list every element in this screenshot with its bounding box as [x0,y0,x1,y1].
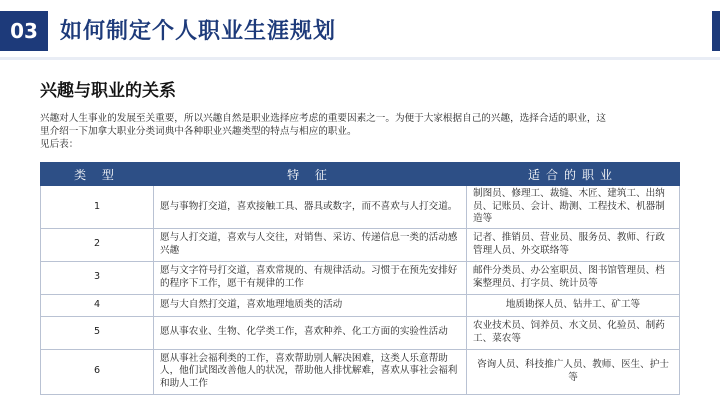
feature-cell: 愿从事农业、生物、化学类工作，喜欢种养、化工方面的实验性活动 [154,316,467,349]
table-row [41,228,680,261]
section-number-badge: 03 [0,11,48,51]
header-jobs: 适合的职业 [467,163,680,186]
type-cell: 4 [41,294,154,316]
feature-cell: 愿与大自然打交道，喜欢地理地质类的活动 [154,294,467,316]
header-type: 类 型 [41,163,154,186]
header-divider [0,57,720,60]
table-row [41,316,680,349]
feature-cell: 愿与文字符号打交道，喜欢常规的、有规律活动。习惯于在预先安排好的程序下工作，愿干有规律的工作 [154,261,467,294]
intro-line-1: 兴趣对人生事业的发展至关重要，所以兴趣自然是职业选择应考虑的重要因素之一。为便于大家根据自己的兴趣，选择合适的职业，这 [40,113,607,124]
interest-career-table [40,162,680,395]
jobs-cell: 记者、推销员、营业员、服务员、教师、行政管理人员、外交联络等 [467,228,680,261]
header-feature: 特 征 [154,163,467,186]
section-title: 兴趣与职业的关系 [40,81,176,101]
slide-title: 如何制定个人职业生涯规划 [60,19,337,44]
jobs-cell: 农业技术员、饲养员、水文员、化验员、制药工、菜农等 [467,316,680,349]
feature-cell: 愿与事物打交道，喜欢接触工具、器具或数字，而不喜欢与人打交道。 [154,186,467,229]
jobs-cell: 咨询人员、科技推广人员、教师、医生、护士等 [467,349,680,394]
jobs-cell: 制图员、修理工、裁缝、木匠、建筑工、出纳员、记账员、会计、勘测、工程技术、机器制造等 [467,186,680,229]
type-cell: 3 [41,261,154,294]
type-cell: 2 [41,228,154,261]
intro-paragraph [40,112,680,151]
type-cell: 1 [41,186,154,229]
type-cell: 6 [41,349,154,394]
table-row [41,349,680,394]
type-cell: 5 [41,316,154,349]
slide-header [0,0,720,60]
header-accent-tab [712,11,720,51]
intro-line-3: 见后表： [40,139,79,150]
feature-cell: 愿与人打交道，喜欢与人交往，对销售、采访、传递信息一类的活动感兴趣 [154,228,467,261]
feature-cell: 愿从事社会福利类的工作，喜欢帮助别人解决困难，这类人乐意帮助人，他们试图改善他人的状况，帮助他人排忧解难，喜欢从事社会福利和助人工作 [154,349,467,394]
table-row [41,261,680,294]
table-row [41,186,680,229]
intro-line-2: 里介绍一下加拿大职业分类词典中各种职业兴趣类型的特点与相应的职业。 [40,126,357,137]
table-row [41,294,680,316]
jobs-cell: 地质勘探人员、钻井工、矿工等 [467,294,680,316]
jobs-cell: 邮件分类员、办公室职员、图书馆管理员、档案整理员、打字员、统计员等 [467,261,680,294]
